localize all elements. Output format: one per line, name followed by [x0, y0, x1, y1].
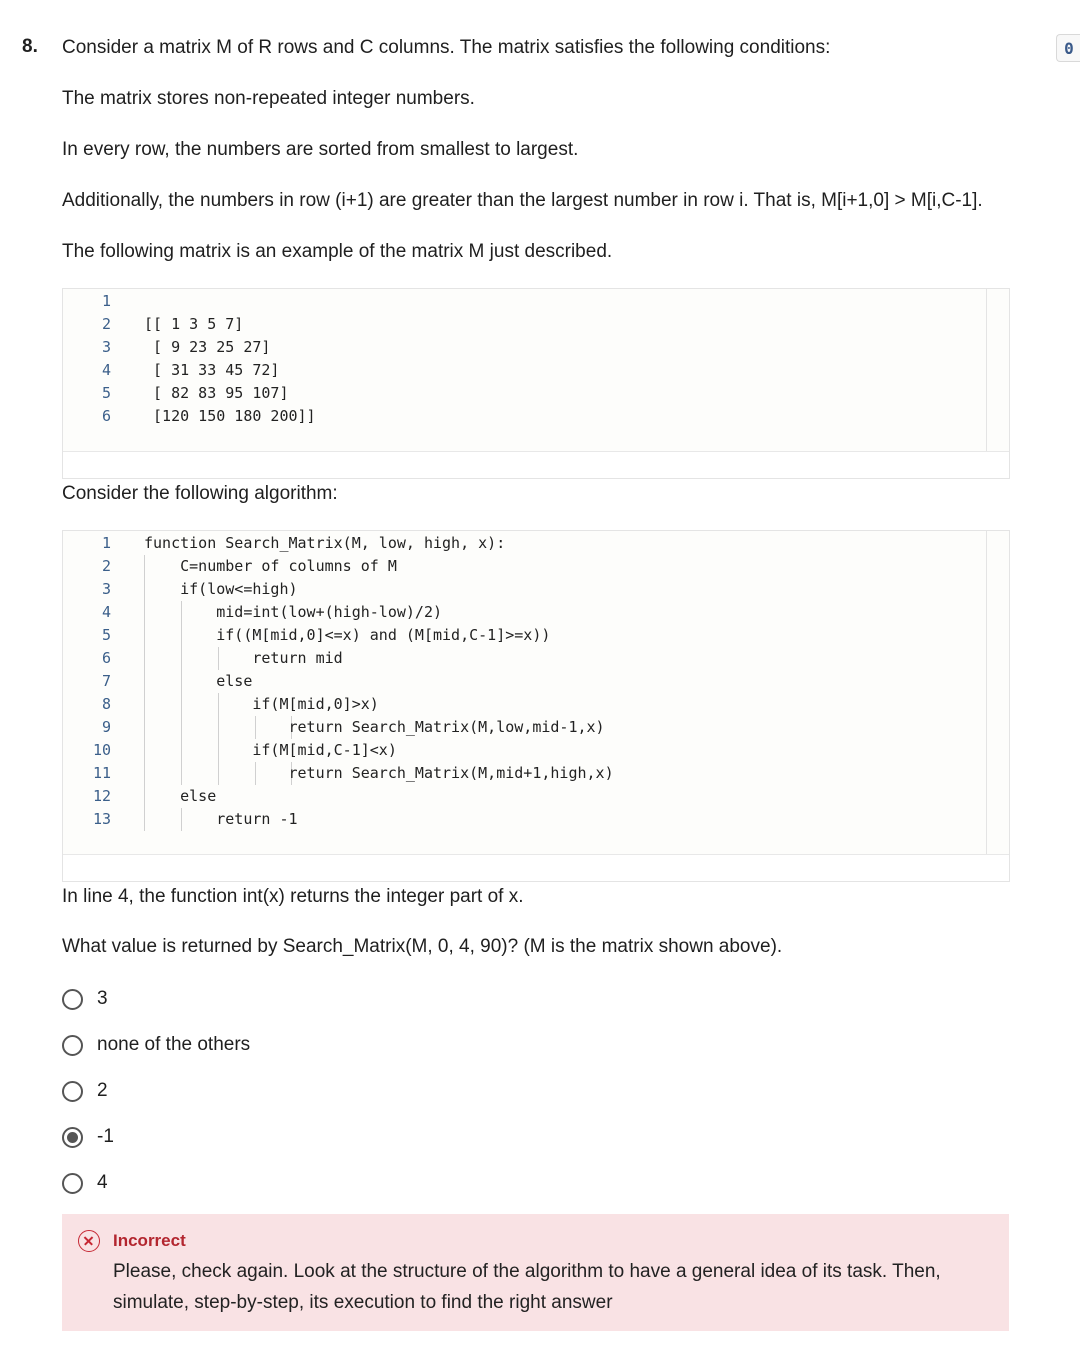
code-text: if((M[mid,0]<=x) and (M[mid,C-1]>=x))	[144, 626, 551, 644]
line-number: 11	[92, 764, 111, 782]
code-text: else	[144, 672, 253, 690]
line-number: 13	[92, 810, 111, 828]
answer-option[interactable]	[62, 1170, 108, 1196]
code-text: [ 82 83 95 107]	[144, 384, 289, 402]
feedback-text: Please, check again. Look at the structure of the algorithm to have a general idea of its task. Then, simulate, step-by-step, its execution to find the right answer	[113, 1261, 941, 1313]
algorithm-intro: Consider the following algorithm:	[62, 483, 338, 504]
radio-button[interactable]	[62, 989, 83, 1010]
line-number: 3	[101, 580, 111, 598]
line-number: 3	[101, 338, 111, 356]
code-text: mid=int(low+(high-low)/2)	[144, 603, 443, 621]
horizontal-scrollbar[interactable]	[63, 451, 1009, 478]
code-text: else	[144, 787, 217, 805]
code-text: if(low<=high)	[144, 580, 298, 598]
condition-3: Additionally, the numbers in row (i+1) are greater than the largest number in row i. That is, M[i+1,0] > M[i,C-1].	[62, 190, 983, 211]
radio-button-checked[interactable]	[62, 1127, 83, 1148]
code-text: function Search_Matrix(M, low, high, x):	[144, 534, 506, 552]
option-label: 4	[97, 1172, 108, 1193]
radio-button[interactable]	[62, 1173, 83, 1194]
example-intro: The following matrix is an example of the matrix M just described.	[62, 241, 613, 262]
code-text: [[ 1 3 5 7]	[144, 315, 244, 333]
code-text: return mid	[144, 649, 343, 667]
answer-option-selected[interactable]	[62, 1124, 114, 1150]
line-number: 1	[101, 292, 111, 310]
condition-2: In every row, the numbers are sorted from smallest to largest.	[62, 139, 579, 160]
line-number: 12	[92, 787, 111, 805]
line-number: 8	[101, 695, 111, 713]
line-number: 1	[101, 534, 111, 552]
option-label: 2	[97, 1080, 108, 1101]
line-number: 4	[101, 603, 111, 621]
answer-option[interactable]	[62, 986, 108, 1012]
feedback-panel	[62, 1214, 1009, 1331]
matrix-code-block	[62, 288, 1010, 479]
line-number: 4	[101, 361, 111, 379]
horizontal-scrollbar[interactable]	[63, 854, 1009, 881]
code-text: [ 9 23 25 27]	[144, 338, 271, 356]
feedback-title: Incorrect	[113, 1231, 186, 1250]
line-number: 7	[101, 672, 111, 690]
code-text: return Search_Matrix(M,low,mid-1,x)	[144, 718, 605, 736]
code-text: if(M[mid,0]>x)	[144, 695, 379, 713]
code-text: [120 150 180 200]]	[144, 407, 316, 425]
line-number: 5	[101, 384, 111, 402]
code-text: return -1	[144, 810, 298, 828]
code-text: if(M[mid,C-1]<x)	[144, 741, 397, 759]
radio-button[interactable]	[62, 1081, 83, 1102]
line-number: 5	[101, 626, 111, 644]
algorithm-code-block	[62, 530, 1010, 882]
code-text: return Search_Matrix(M,mid+1,high,x)	[144, 764, 614, 782]
option-label: none of the others	[97, 1034, 251, 1055]
line-number: 2	[101, 557, 111, 575]
code-text: C=number of columns of M	[144, 557, 397, 575]
error-circle-x-icon	[78, 1230, 100, 1252]
code-text: [ 31 33 45 72]	[144, 361, 280, 379]
line-number: 6	[101, 649, 111, 667]
line-number: 6	[101, 407, 111, 425]
question-prompt: What value is returned by Search_Matrix(M, 0, 4, 90)? (M is the matrix shown above).	[62, 936, 783, 957]
line-number: 10	[92, 741, 111, 759]
score-badge: 0	[1056, 34, 1080, 62]
answer-option[interactable]	[62, 1078, 108, 1104]
question-intro: Consider a matrix M of R rows and C columns. The matrix satisfies the following conditions:	[62, 37, 831, 58]
condition-1: The matrix stores non-repeated integer numbers.	[62, 88, 475, 109]
option-label: 3	[97, 988, 108, 1009]
option-label: -1	[97, 1126, 114, 1147]
radio-button[interactable]	[62, 1035, 83, 1056]
line-number: 9	[101, 718, 111, 736]
note-text: In line 4, the function int(x) returns the integer part of x.	[62, 886, 524, 907]
line-number: 2	[101, 315, 111, 333]
question-number: 8.	[22, 36, 38, 57]
answer-option[interactable]	[62, 1032, 250, 1058]
